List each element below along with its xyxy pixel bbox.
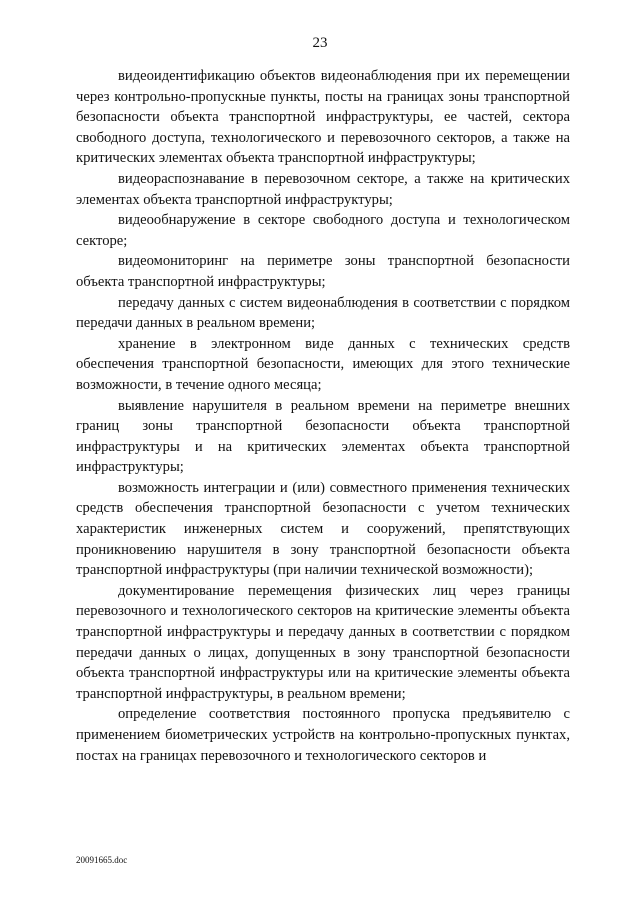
- document-body: [76, 66, 570, 766]
- paragraph-intruder-detection: выявление нарушителя в реальном времени на периметре внешних границ зоны транспортной безопасности объекта транспортной инфраструктуры и на критических элементах объекта транспортной инфраструктуры;: [76, 397, 570, 476]
- paragraph-documentation: документирование перемещения физических лиц через границы перевозочного и технологического секторов на критические элементы объекта транспортной инфраструктуры и передачу данных в соответствии с порядком передачи данных о лицах, допущенных в зону транспортной безопасности объекта транспортной инфраструктуры или на критические элементы объекта транспортной инфраструктуры, в реальном времени;: [76, 582, 570, 702]
- paragraph-pass-verification: определение соответствия постоянного пропуска предъявителю с применением биометрических устройств на контрольно-пропускных пунктах, постах на границах перевозочного и технологического секторов и: [76, 706, 570, 764]
- paragraph-videodetection: видеообнаружение в секторе свободного доступа и технологическом секторе;: [76, 212, 570, 249]
- page-number: 23: [312, 35, 328, 51]
- paragraph-data-transfer: передачу данных с систем видеонаблюдения в соответствии с порядком передачи данных в реальном времени;: [76, 294, 570, 332]
- paragraph-videoidentification: видеоидентификацию объектов видеонаблюдения при их перемещении через контрольно-пропускные пункты, посты на границах зоны транспортной безопасности объекта транспортной инфраструктуры, ее частей, сектора свободного доступа, технологического и перевозочного секторов, а также на критических элементах объекта транспортной инфраструктуры;: [76, 68, 570, 167]
- paragraph-data-storage: хранение в электронном виде данных с технических средств обеспечения транспортной безопасности, имеющих для этого технические возможности, в течение одного месяца;: [76, 335, 570, 393]
- paragraph-videomonitoring: видеомониторинг на периметре зоны транспортной безопасности объекта транспортной инфраструктуры;: [76, 253, 570, 290]
- paragraph-videorecognition: видеораспознавание в перевозочном секторе, а также на критических элементах объекта транспортной инфраструктуры;: [76, 170, 570, 208]
- file-name-footer: 20091665.doc: [76, 855, 128, 865]
- paragraph-integration: возможность интеграции и (или) совместного применения технических средств обеспечения транспортной безопасности с учетом технических характеристик инженерных систем и сооружений, препятствующих проникновению нарушителя в зону транспортной безопасности объекта транспортной инфраструктуры (при наличии технической возможности);: [76, 479, 570, 579]
